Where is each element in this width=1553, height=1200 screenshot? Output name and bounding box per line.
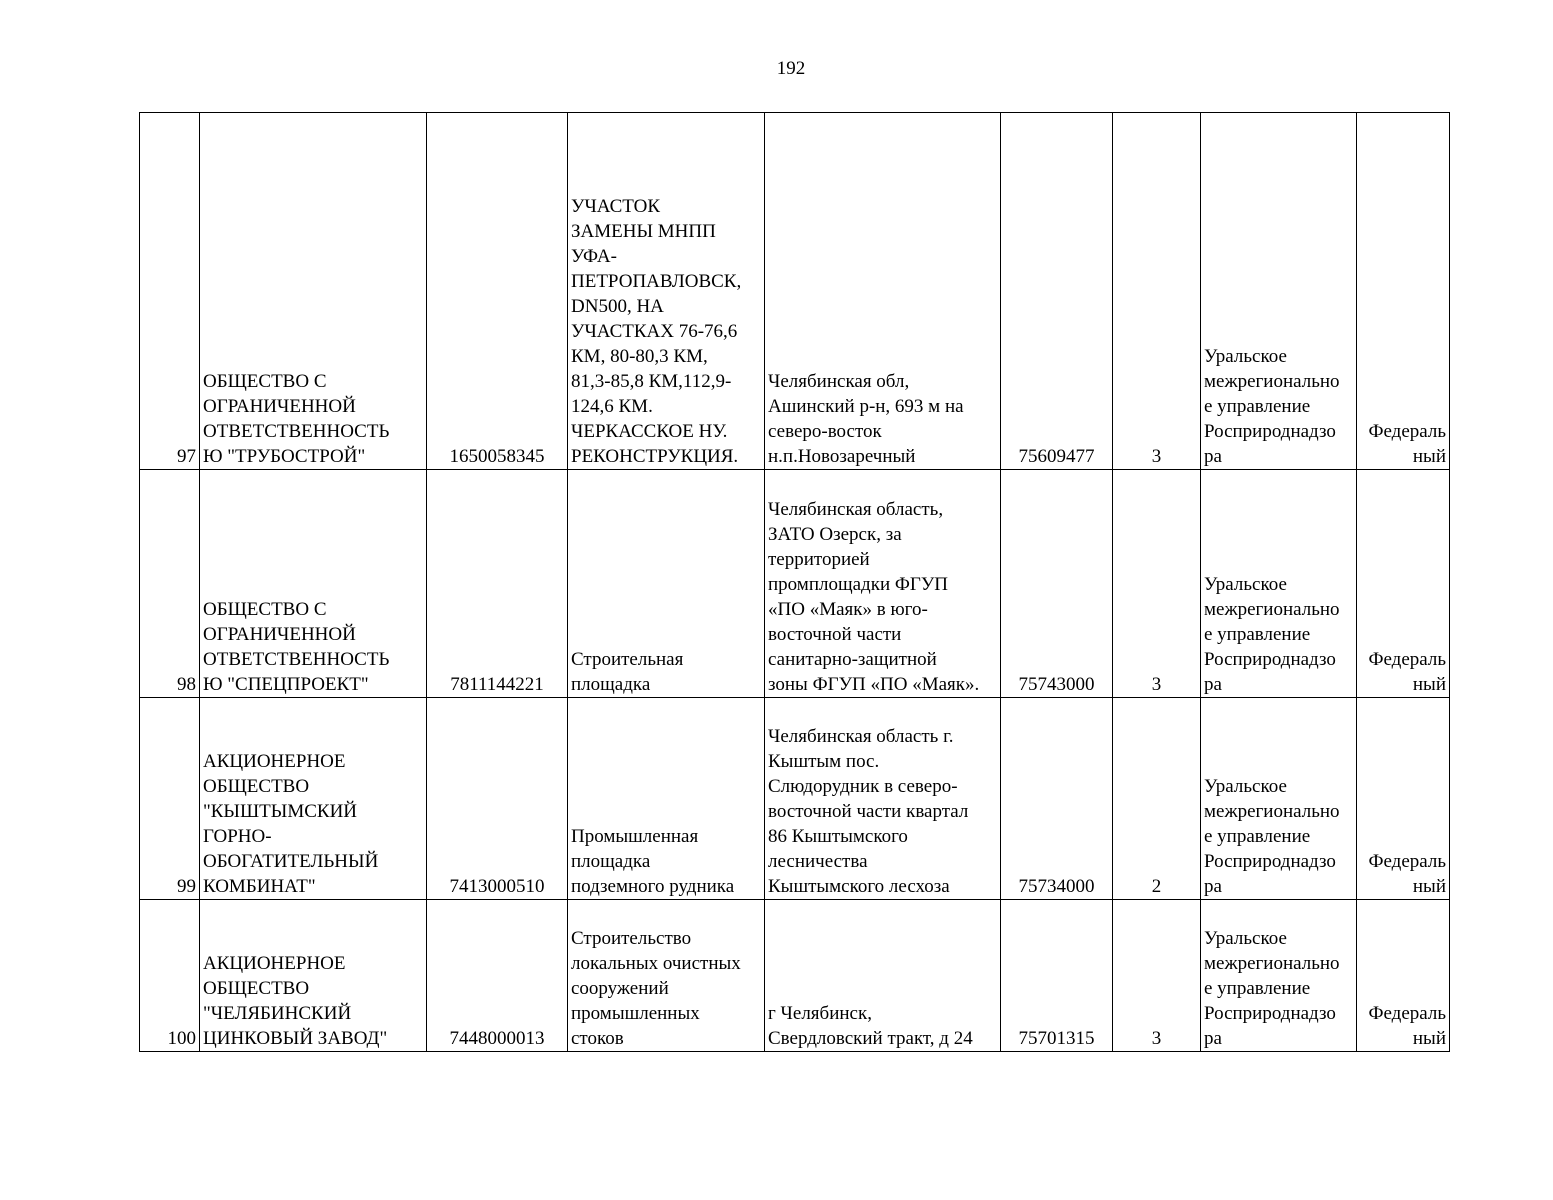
organization-name: АКЦИОНЕРНОЕ ОБЩЕСТВО "КЫШТЫМСКИЙ ГОРНО- ОБОГАТИТЕЛЬНЫЙ КОМБИНАТ": [200, 698, 427, 900]
object-address: г Челябинск, Свердловский тракт, д 24: [765, 900, 1001, 1052]
supervision-level: Федераль ный: [1357, 470, 1450, 698]
organization-name: АКЦИОНЕРНОЕ ОБЩЕСТВО "ЧЕЛЯБИНСКИЙ ЦИНКОВЫЙ ЗАВОД": [200, 900, 427, 1052]
category-cell: 2: [1113, 698, 1201, 900]
object-name: Строительная площадка: [568, 470, 765, 698]
page-number: 192: [776, 58, 806, 79]
object-address: Челябинская область, ЗАТО Озерск, за территорией промплощадки ФГУП «ПО «Маяк» в юго- восточной части санитарно-защитной зоны ФГУП «ПО «Маяк».: [765, 470, 1001, 698]
table-row: [140, 900, 1450, 1052]
authority-cell: Уральское межрегионально е управление Росприроднадзо ра: [1201, 900, 1357, 1052]
oktmo-cell: 75734000: [1001, 698, 1113, 900]
authority-cell: Уральское межрегионально е управление Росприроднадзо ра: [1201, 698, 1357, 900]
row-number: 98: [140, 470, 200, 698]
table-row: [140, 470, 1450, 698]
organization-name: ОБЩЕСТВО С ОГРАНИЧЕННОЙ ОТВЕТСТВЕННОСТЬ Ю "ТРУБОСТРОЙ": [200, 113, 427, 470]
object-name: УЧАСТОК ЗАМЕНЫ МНПП УФА- ПЕТРОПАВЛОВСК, DN500, НА УЧАСТКАХ 76-76,6 КМ, 80-80,3 КМ, 81,3-85,8 КМ,112,9- 124,6 КМ. ЧЕРКАССКОЕ НУ. РЕКОНСТРУКЦИЯ.: [568, 113, 765, 470]
authority-cell: Уральское межрегионально е управление Росприроднадзо ра: [1201, 113, 1357, 470]
organization-name: ОБЩЕСТВО С ОГРАНИЧЕННОЙ ОТВЕТСТВЕННОСТЬ Ю "СПЕЦПРОЕКТ": [200, 470, 427, 698]
supervision-level: Федераль ный: [1357, 900, 1450, 1052]
table-row: [140, 698, 1450, 900]
inn-cell: 7413000510: [427, 698, 568, 900]
object-name: Промышленная площадка подземного рудника: [568, 698, 765, 900]
supervision-level: Федераль ный: [1357, 113, 1450, 470]
oktmo-cell: 75701315: [1001, 900, 1113, 1052]
row-number: 97: [140, 113, 200, 470]
object-name: Строительство локальных очистных сооружений промышленных стоков: [568, 900, 765, 1052]
object-address: Челябинская обл, Ашинский р-н, 693 м на северо-восток н.п.Новозаречный: [765, 113, 1001, 470]
category-cell: 3: [1113, 470, 1201, 698]
oktmo-cell: 75609477: [1001, 113, 1113, 470]
row-number: 99: [140, 698, 200, 900]
inn-cell: 7448000013: [427, 900, 568, 1052]
object-address: Челябинская область г. Кыштым пос. Слюдорудник в северо- восточной части квартал 86 Кыштымского лесничества Кыштымского лесхоза: [765, 698, 1001, 900]
category-cell: 3: [1113, 900, 1201, 1052]
registry-table: [139, 112, 1450, 1052]
authority-cell: Уральское межрегионально е управление Росприроднадзо ра: [1201, 470, 1357, 698]
row-number: 100: [140, 900, 200, 1052]
supervision-level: Федераль ный: [1357, 698, 1450, 900]
inn-cell: 1650058345: [427, 113, 568, 470]
table-row: [140, 113, 1450, 470]
category-cell: 3: [1113, 113, 1201, 470]
oktmo-cell: 75743000: [1001, 470, 1113, 698]
inn-cell: 7811144221: [427, 470, 568, 698]
